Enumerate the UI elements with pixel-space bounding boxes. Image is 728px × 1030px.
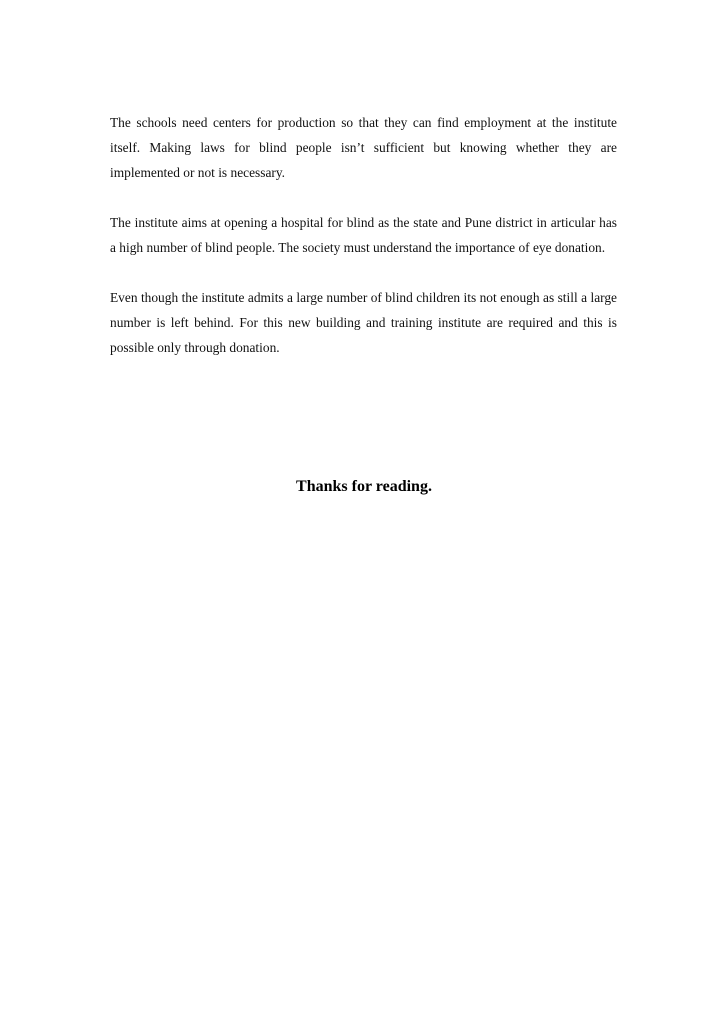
paragraph-production-centers: The schools need centers for production so that they can find employment at the institute itself. Making laws for blind people isn’t sufficient but knowing whether they are implemented or not is necessary. — [110, 115, 617, 180]
paragraph-hospital-plan: The institute aims at opening a hospital for blind as the state and Pune district in articular has a high number of blind people. The society must understand the importance of eye donation. — [110, 215, 617, 255]
paragraph-donation-need: Even though the institute admits a large number of blind children its not enough as still a large number is left behind. For this new building and training institute are required and this is possible only through donation. — [110, 290, 617, 355]
document-body — [110, 110, 617, 385]
closing-line: Thanks for reading. — [296, 478, 432, 495]
